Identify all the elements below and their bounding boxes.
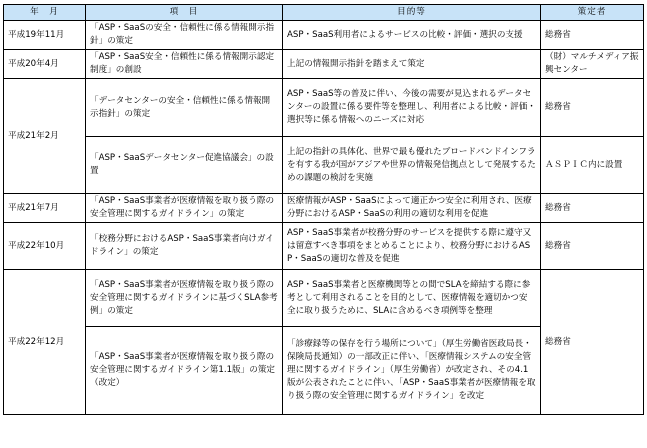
- plan-cell: 「データセンターの安全・信頼性に係る情報開示指針」の策定: [86, 79, 283, 137]
- org-cell: 総務省: [541, 79, 644, 137]
- period-cell: 平成22年12月: [4, 270, 86, 415]
- org-cell: 総務省: [541, 21, 644, 50]
- org-cell: ＡＳＰＩＣ内に設置: [541, 137, 644, 194]
- table-row: [4, 79, 644, 137]
- header-purpose: 目的等: [283, 5, 541, 21]
- plan-cell: 「校務分野におけるASP・SaaS事業者向けガイドライン」の策定: [86, 223, 283, 270]
- purpose-cell: ASP・SaaS等の普及に伴い、今後の需要が見込まれるデータセンターの設置に係る要件等を整理し、利用者による比較・評価・選択等に係る情報へのニーズに対応: [283, 79, 541, 137]
- table-header-row: [4, 5, 644, 21]
- period-cell: 平成22年10月: [4, 223, 86, 270]
- org-cell: 総務省: [541, 194, 644, 223]
- org-cell: 総務省: [541, 223, 644, 270]
- purpose-cell: 医療情報がASP・SaaSによって適正かつ安全に利用され、医療分野におけるASP・SaaSの利用の適切な利用を促進: [283, 194, 541, 223]
- plan-cell: 「ASP・SaaSデータセンター促進協議会」の設置: [86, 137, 283, 194]
- table-row: [4, 194, 644, 223]
- header-org: 策定者: [541, 5, 644, 21]
- purpose-cell: 上記の情報開示指針を踏まえて策定: [283, 50, 541, 79]
- period-cell: 平成20年4月: [4, 50, 86, 79]
- table-row: [4, 21, 644, 50]
- plan-cell: 「ASP・SaaSの安全・信頼性に係る情報開示指針」の策定: [86, 21, 283, 50]
- plan-cell: 「ASP・SaaS安全・信頼性に係る情報開示認定制度」の創設: [86, 50, 283, 79]
- header-period: 年 月: [4, 5, 86, 21]
- plan-cell: 「ASP・SaaS事業者が医療情報を取り扱う際の安全管理に関するガイドラインに基づくSLA参考例」の策定: [86, 270, 283, 327]
- purpose-cell: ASP・SaaS事業者と医療機関等との間でSLAを締結する際に参考として利用されることを目的として、医療情報を適切かつ安全に取り扱うために、SLAに含めるべき項例等を整理: [283, 270, 541, 327]
- purpose-cell: 上記の指針の具体化、世界で最も優れたブロードバンドインフラを有する我が国がアジアや世界の情報発信拠点として発展するための課題の検討を実施: [283, 137, 541, 194]
- period-cell: 平成19年11月: [4, 21, 86, 50]
- period-cell: 平成21年2月: [4, 79, 86, 194]
- policy-table: [3, 4, 644, 415]
- plan-cell: 「ASP・SaaS事業者が医療情報を取り扱う際の安全管理に関するガイドライン第1.1版」の策定（改定）: [86, 327, 283, 415]
- table-row: [4, 270, 644, 327]
- org-cell: 総務省: [541, 270, 644, 415]
- table-row: [4, 50, 644, 79]
- header-plan: 項 目: [86, 5, 283, 21]
- table-row: [4, 137, 644, 194]
- plan-cell: 「ASP・SaaS事業者が医療情報を取り扱う際の安全管理に関するガイドライン」の策定: [86, 194, 283, 223]
- table-row: [4, 223, 644, 270]
- purpose-cell: ASP・SaaS事業者が校務分野のサービスを提供する際に遵守又は留意すべき事項をまとめることにより、校務分野におけるASP・SaaSの適切な普及を促進: [283, 223, 541, 270]
- org-cell: （財）マルチメディア振興センター: [541, 50, 644, 79]
- purpose-cell: ASP・SaaS利用者によるサービスの比較・評価・選択の支援: [283, 21, 541, 50]
- purpose-cell: 「診療録等の保存を行う場所について」（厚生労働省医政局長・保険局長通知）の一部改正に伴い、「医療情報システムの安全管理に関するガイドライン」（厚生労働省）が改定され、その4.1版が公表されたことに伴い、「ASP・SaaS事業者が医療情報を取り扱う際の安全管理に関するガイドライン」を改定: [283, 327, 541, 415]
- period-cell: 平成21年7月: [4, 194, 86, 223]
